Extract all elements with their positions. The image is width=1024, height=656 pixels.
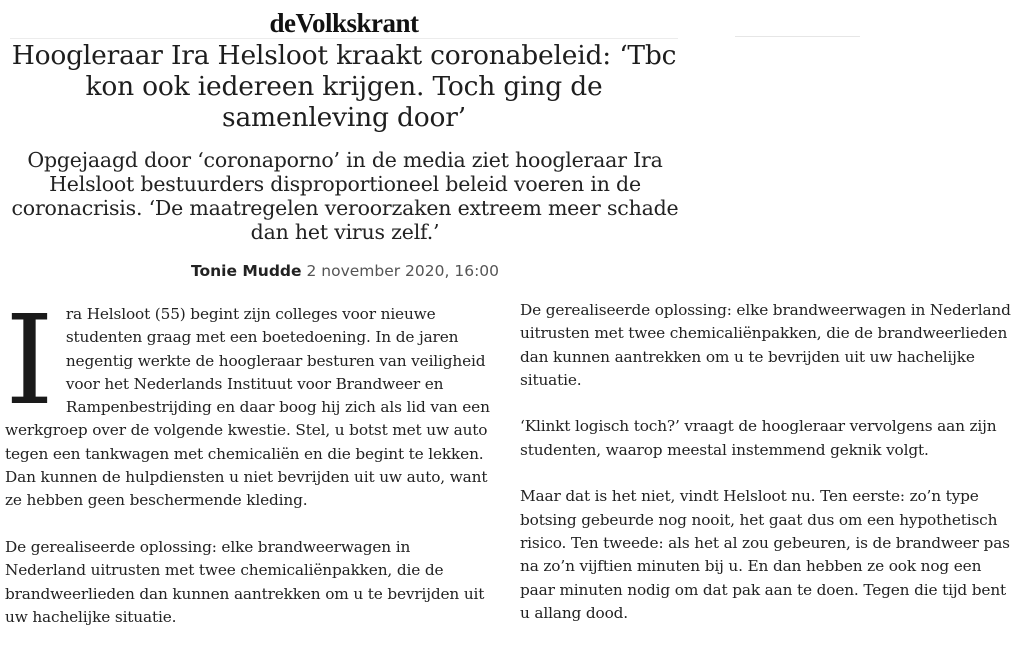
- paragraph-text: ra Helsloot (55) begint zijn colleges voor nieuwe studenten graag met een boetedoening. In de jaren negentig werkte de hoogleraar besturen van veiligheid voor het Nederlands Instituut voor Brandweer en Rampenbestrijding en daar boog hij zich als lid van een werkgroep over de volgende kwestie. Stel, u botst met uw auto tegen een tankwagen met chemicaliën en die begint te lekken. Dan kunnen de hulpdiensten u niet bevrijden uit uw auto, want ze hebben geen beschermende kleding.: [5, 305, 490, 510]
- masthead-divider: [10, 38, 678, 39]
- article-headline: Hoogleraar Ira Helsloot kraakt coronabeleid: ‘Tbc kon ook iedereen krijgen. Toch ging de samenleving door’: [11, 40, 677, 133]
- byline-date: 2 november 2020, 16:00: [306, 262, 500, 280]
- article-column-right: [520, 299, 1012, 625]
- article-paragraph: De gerealiseerde oplossing: elke brandweerwagen in Nederland uitrusten met twee chemicaliënpakken, die de brandweerlieden dan kunnen aantrekken om u te bevrijden uit uw hachelijke situatie.: [5, 537, 485, 626]
- article-column-left: [5, 289, 491, 629]
- byline: [6, 262, 684, 280]
- article-paragraph: ‘Klinkt logisch toch?’ vraagt de hoogleraar vervolgens aan zijn studenten, waarop meestal instemmend geknik volgt.: [520, 417, 997, 459]
- article-paragraph: De gerealiseerde oplossing: elke brandweerwagen in Nederland uitrusten met twee chemicaliënpakken, die de brandweerlieden dan kunnen aantrekken om u te bevrijden uit uw hachelijke situatie.: [520, 301, 1011, 389]
- byline-author[interactable]: Tonie Mudde: [190, 262, 302, 280]
- article-paragraph: [5, 289, 491, 513]
- article-paragraph: Maar dat is het niet, vindt Helsloot nu. Ten eerste: zo’n type botsing gebeurde nog nooit, het gaat dus om een hypothetisch risico. Ten tweede: als het al zou gebeuren, is de brandweer pas na zo’n vijftien minuten bij u. En dan hebben ze ook nog een paar minuten nodig om dat pak aan te doen. Tegen die tijd bent u allang dood.: [520, 487, 1010, 622]
- dropcap: I: [5, 289, 54, 433]
- article-standfirst: Opgejaagd door ‘coronaporno’ in de media ziet hoogleraar Ira Helsloot bestuurders disproportioneel beleid voeren in de coronacrisis. ‘De maatregelen veroorzaken extreem meer schade dan het virus zelf.’: [11, 148, 679, 244]
- top-divider: [735, 36, 860, 37]
- masthead-logo: deVolkskrant: [269, 8, 419, 38]
